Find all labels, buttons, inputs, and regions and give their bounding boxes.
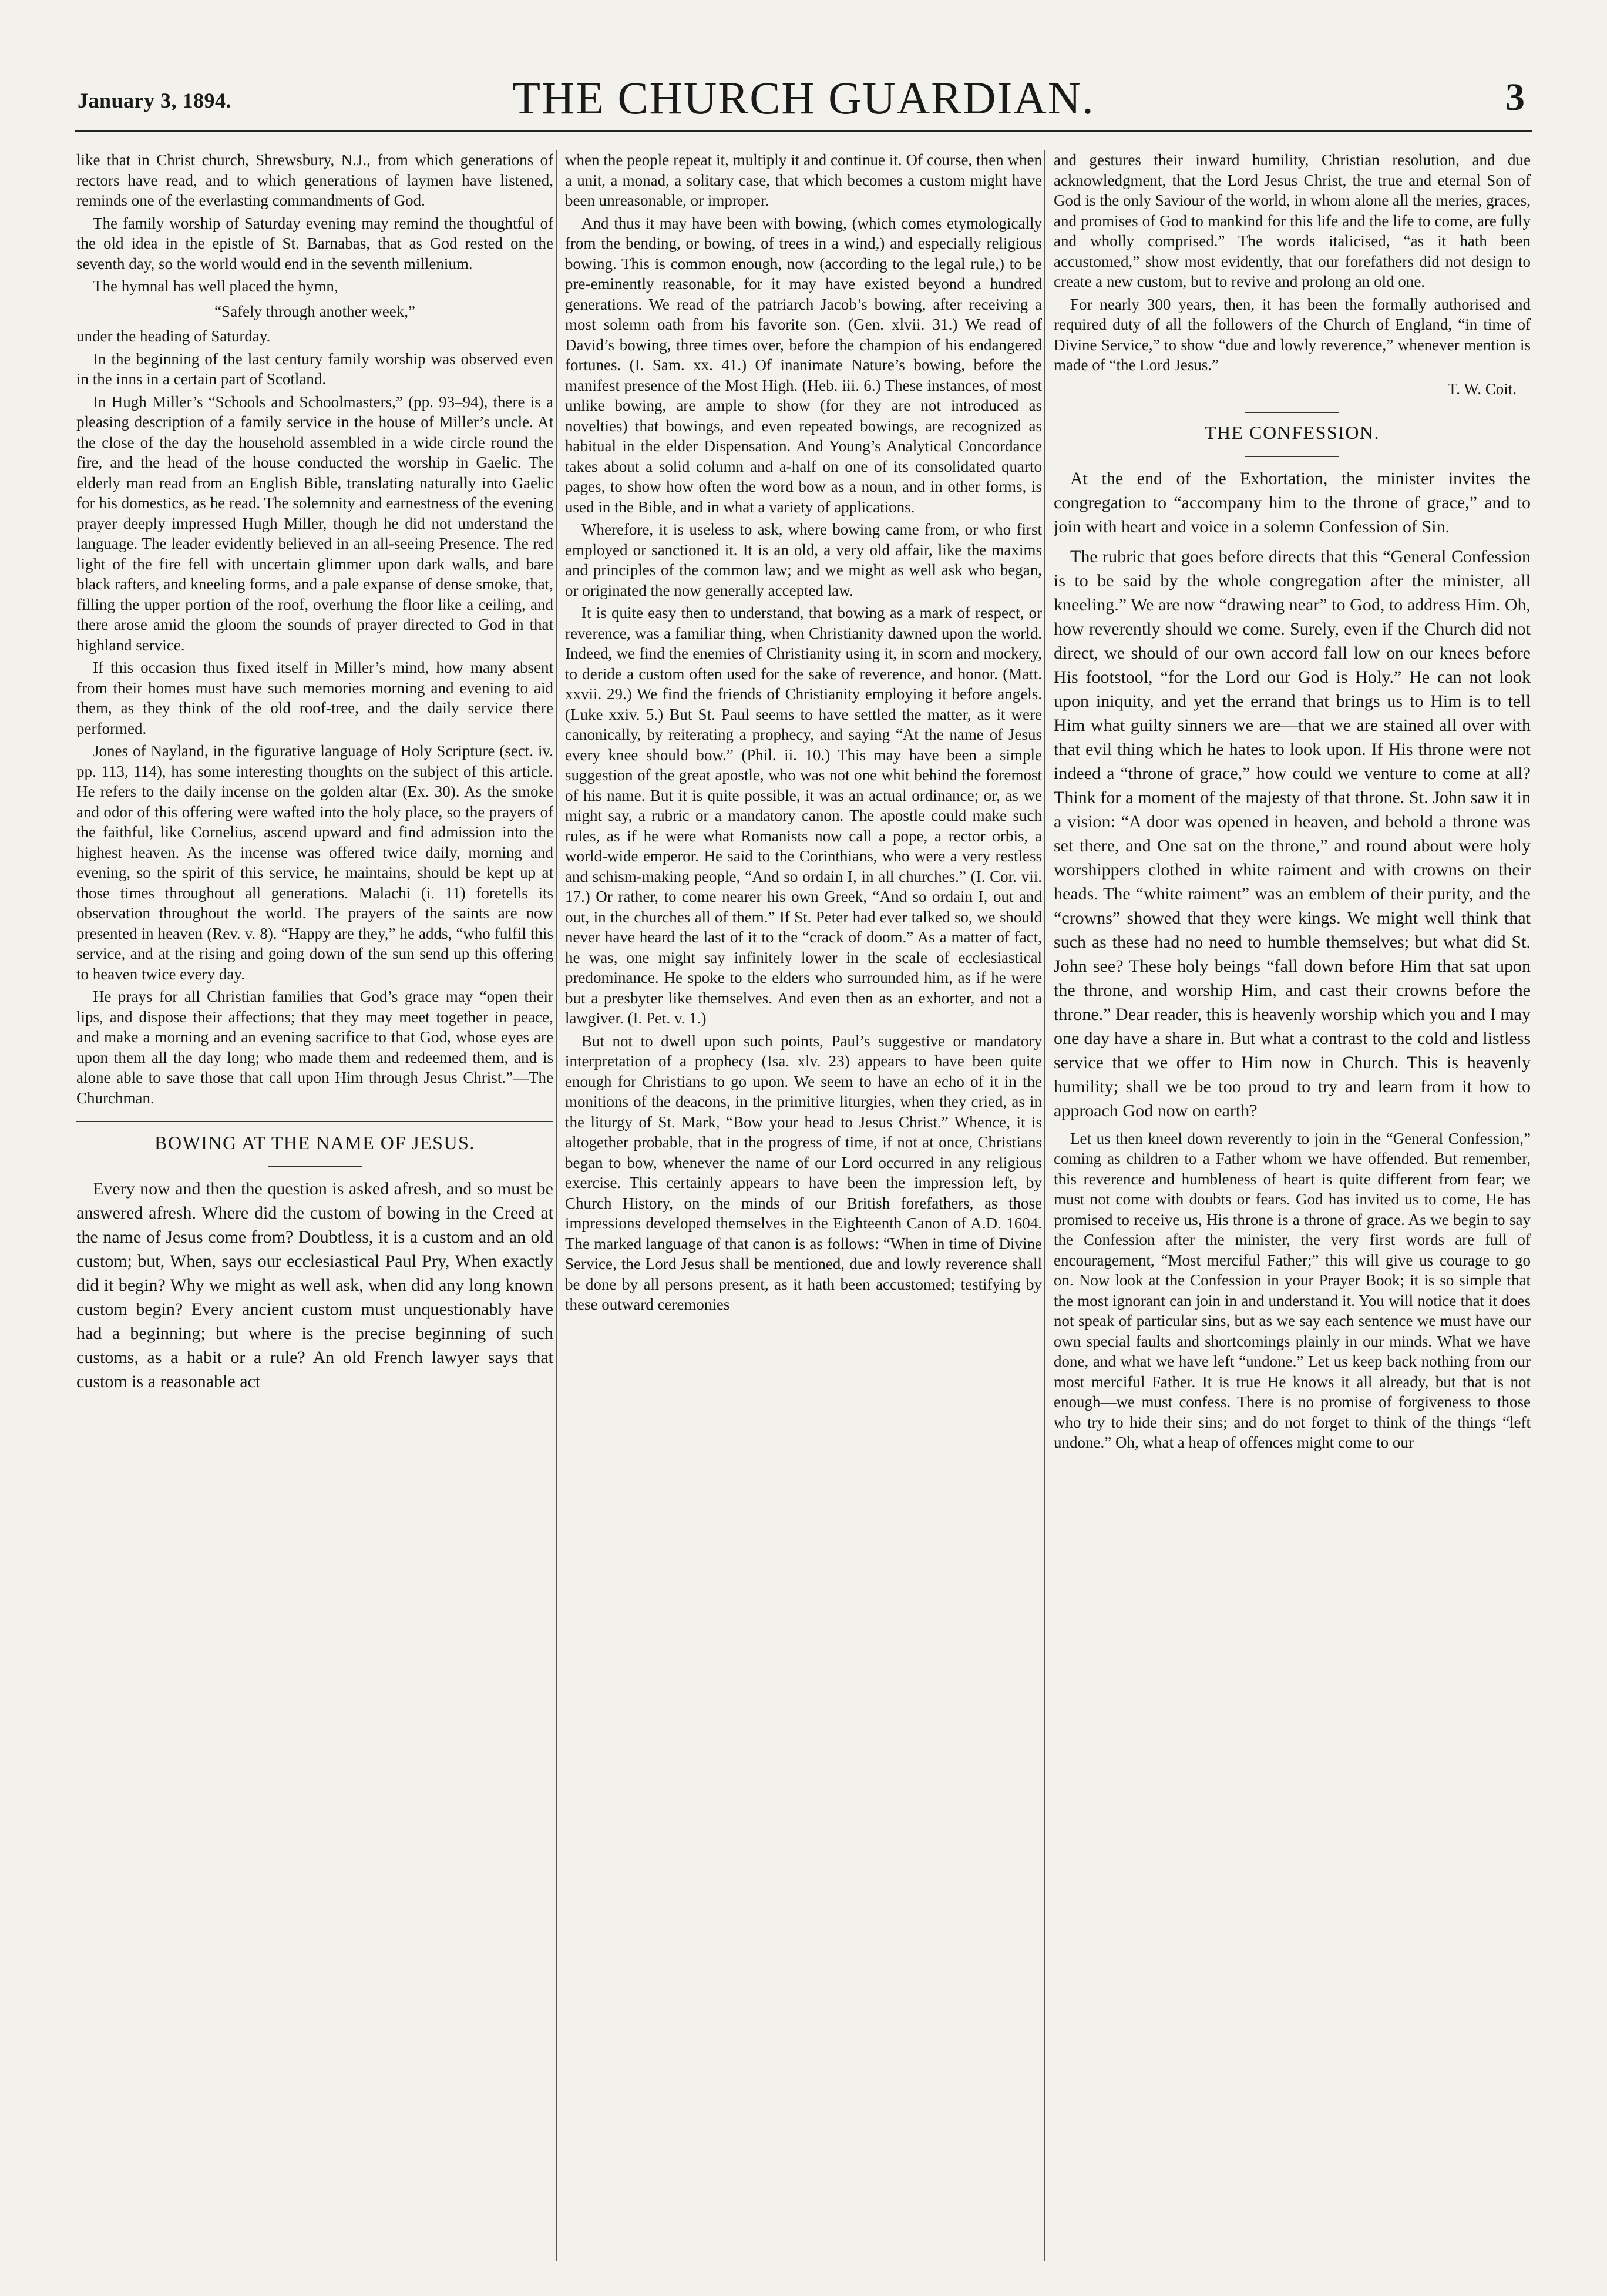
paragraph: Let us then kneel down reverently to join in the “General Confession,” coming as children to a Father whom we have offended. But remember, this reverence and humbleness of heart is quite different from fear; we must not come with doubts or fears. God has invited us to come, He has promised to receive us, His throne is a throne of grace. As we begin to say the Confession after the minister, the very first words are full of encouragement, “Most merciful Father;” this will give us courage to go on. Now look at the Confession in your Prayer Book; it is so simple that the most ignorant can join in and understand it. You will notice that it does not speak of particular sins, but as we say each sentence we must have our own special faults and shortcomings plainly in our minds. What we have done, and what we have left “undone.” Let us keep back nothing from our most merciful Father. It is true He knows it all already, but that is not enough—we must confess. There is no promise of forgiveness to those who try to hide their sins; and do not forget to think of the things “left undone.” Oh, what a heap of offences might come to our [1054,1129,1531,1451]
hymn-quote: “Safely through another week,” [214,302,415,320]
paragraph: He prays for all Christian families that God’s grace may “open their lips, and dispose their affections; that they may meet together in peace, and make a morning and an evening sacrifice to that God, whose eyes are upon them all the day long; who made them and redeemed them, and is alone able to save those that call upon Him through Jesus Christ.”—The Churchman. [76,988,553,1107]
heading-rule [1245,456,1339,457]
section-rule [76,1121,553,1122]
paragraph: In the beginning of the last century family worship was observed even in the inns in a certain part of Scotland. [76,350,553,388]
heading-rule [268,1166,362,1167]
paragraph: In Hugh Miller’s “Schools and Schoolmasters,” (pp. 93–94), there is a pleasing description of a family service in the house of Miller’s uncle. At the close of the day the household assembled in a wide circle round the fire, and the head of the house conducted the worship in Gaelic. The elderly man read from an English Bible, translating naturally into Gaelic for his domestics, as he read. The solemnity and earnestness of the evening prayer deeply impressed Hugh Miller, though he did not understand the language. The leader evidently believed in an all-seeing Presence. The red light of the fire fell with uncertain glimmer upon dark walls, and bare black rafters, and kneeling forms, and a pale expanse of dense smoke, that, filling the upper portion of the roof, overhung the floor like a ceiling, and there arose amid the gloom the sounds of prayer directed to God in that highland service. [76,392,553,654]
paragraph: Jones of Nayland, in the figurative language of Holy Scripture (sect. iv. pp. 113, 114), has some interesting thoughts on the subject of this article. He refers to the daily incense on the golden altar (Ex. 30). As the smoke and odor of this offering were wafted into the holy place, so the prayers of the faithful, like Cornelius, ascend upward and find admission into the highest heaven. As the incense was offered twice daily, morning and evening, so the spirit of this service, he maintains, should be kept up at those times throughout all generations. Malachi (i. 11) foretells its observation throughout the world. The prayers of the saints are now presented in heaven (Rev. v. 8). “Happy are they,” he adds, “who fulfil this service, and at the rising and going down of the sun send up this offering to heaven twice every day. [76,742,553,983]
paragraph: like that in Christ church, Shrewsbury, N.J., from which generations of rectors have read, and to which generations of laymen have listened, reminds one of the everlasting commandments of God. [76,151,553,209]
masthead-rule [75,130,1532,132]
article-heading: BOWING AT THE NAME OF JESUS. [154,1132,475,1153]
page-number: 3 [1505,76,1525,119]
newspaper-title: THE CHURCH GUARDIAN. [512,72,1095,123]
author-signature: T. W. Coit. [1447,380,1517,398]
column-3 [1054,150,1531,2272]
paragraph: At the end of the Exhortation, the minister invites the congregation to “accompany him to the throne of grace,” and to join with heart and voice in a solemn Confession of Sin. [1054,468,1531,536]
paragraph: If this occasion thus fixed itself in Miller’s mind, how many absent from their homes must have such memories morning and evening to aid them, as they think of the old roof-tree, and the daily service there performed. [76,659,553,737]
column-divider [1044,150,1045,2261]
paragraph: when the people repeat it, multiply it and continue it. Of course, then when a unit, a monad, a solitary case, that which becomes a custom might have been unreasonable, or improper. [565,151,1042,209]
paragraph: Wherefore, it is useless to ask, where bowing came from, or who first employed or sanctioned it. It is an old, a very old affair, like the maxims and principles of the common law; and we might as well ask who began, or originated the now generally accepted law. [565,521,1042,599]
section-rule [1245,412,1339,413]
paragraph: It is quite easy then to understand, that bowing as a mark of respect, or reverence, was a familiar thing, when Christianity dawned upon the world. Indeed, we find the enemies of Christianity using it, in scorn and mockery, to deride a custom often used for the sake of reverence, and honor. (Matt. xxvii. 29.) We find the friends of Christianity employing it before angels. (Luke xxiv. 5.) But St. Paul seems to have settled the matter, as it were canonically, by reiterating a prophecy, and saying “At the name of Jesus every knee should bow.” (Phil. ii. 10.) This may have been a simple suggestion of the great apostle, who was not one whit behind the foremost of his name. But it is quite possible, it was an actual ordinance; or, as we might say, a rubric or a mandatory canon. The apostle could make such rules, as if he were what Romanists now call a pope, a rector orbis, a world-wide emperor. He said to the Corinthians, who were a very restless and schism-making people, “And so ordain I, in all churches.” (I. Cor. vii. 17.) Or rather, to come nearer his own Greek, “And so ordain I, out and out, in the churches all of them.” If St. Peter had ever talked so, we should never have heard the last of it to the “crack of doom.” As a matter of fact, he was, one might say infinitely lower in the scale of ecclesiastical predominance. He spoke to the elders who surrounded him, as if he were but a presbyter like themselves. And even then as an exhorter, and not a lawgiver. (I. Pet. v. 1.) [565,604,1042,1027]
paragraph: The rubric that goes before directs that this “General Confession is to be said by the whole congregation after the minister, all kneeling.” We are now “drawing near” to God, to address Him. Oh, how reverently should we come. Surely, even if the Church did not direct, we should of our own accord fall low on our knees before His footstool, “for the Lord our God is Holy.” He can not look upon iniquity, and yet the errand that brings us to Him is to tell Him what guilty sinners we are—that we are stained all over with that evil thing which he hates to look upon. If His throne were not indeed a “throne of grace,” how could we venture to come at all? Think for a moment of the majesty of that throne. St. John saw it in a vision: “A door was opened in heaven, and behold a throne was set there, and One sat on the throne,” and round about were holy worshippers clothed in white raiment and with crowns on their heads. The “white raiment” was an emblem of their purity, and the “crowns” showed that they were kings. We might well think that such as these had no need to humble themselves; but what did St. John see? These holy beings “fall down before Him that sat upon the throne, and worship Him, and cast their crowns before the throne.” Dear reader, this is heavenly worship which you and I may one day have a share in. But what a contrast to the cold and listless service that we offer to Him now in Church. This is heavenly humility; shall we be too proud to try and learn from it how to approach God now on earth? [1054,546,1531,1120]
paragraph: For nearly 300 years, then, it has been the formally authorised and required duty of all the followers of the Church of England, “in time of Divine Service,” to show “due and lowly reverence,” whenever mention is made of “the Lord Jesus.” [1054,295,1531,374]
issue-date: January 3, 1894. [78,89,232,112]
article-heading: THE CONFESSION. [1204,422,1380,443]
paragraph: and gestures their inward humility, Christian resolution, and due acknowledgment, that the Lord Jesus Christ, the true and eternal Son of God is the only Saviour of the world, in whom alone all the meries, graces, and promises of God to mankind for this life and the life to come, are fully and wholly comprised.” The words italicised, “as it hath been accustomed,” show most evidently, that our forefathers did not design to create a new custom, but to revive and prolong an old one. [1054,151,1531,290]
paragraph: under the heading of Saturday. [76,327,271,345]
paragraph: The hymnal has well placed the hymn, [93,277,338,295]
column-divider [556,150,557,2261]
column-2 [565,150,1042,2272]
paragraph: But not to dwell upon such points, Paul’s suggestive or mandatory interpretation of a prophecy (Isa. xlv. 23) appears to have been quite enough for Christians to go upon. We seem to have an echo of it in the monitions of the deacons, in the primitive liturgies, when they cried, as in the liturgy of St. Mark, “Bow your head to Jesus Christ.” Whence, it is altogether probable, that in the progress of time, if not at once, Christians began to bow, whenever the name of our Lord occurred in any religious exercise. This certainly appears to have been the impression left, by Church History, on the minds of our British forefathers, as those impressions developed themselves in the Eighteenth Canon of A.D. 1604. The marked language of that canon is as follows: “When in time of Divine Service, the Lord Jesus shall be mentioned, due and lowly reverence shall be done by all persons present, as it hath been accustomed; testifying by these outward ceremonies [565,1032,1042,1313]
paragraph: The family worship of Saturday evening may remind the thoughtful of the old idea in the epistle of St. Barnabas, that as God rested on the seventh day, so the world would end in the seventh millenium. [76,214,553,273]
masthead [0,0,1607,135]
paragraph: And thus it may have been with bowing, (which comes etymologically from the bending, or bowing, of trees in a wind,) and especially religious bowing. This is common enough, now (according to the legal rule,) to be pre-eminently reasonable, for it may have existed beyond a hundred generations. We read of the patriarch Jacob’s bowing, after receiving a most solemn oath from his favorite son. (Gen. xlvii. 31.) We read of David’s bowing, three times over, before the champion of his endangered fortunes. (I. Sam. xx. 41.) Of inanimate Nature’s bowing, before the manifest presence of the Most High. (Heb. iii. 6.) These instances, of most unlike bowing, are ample to show (for they are not introduced as novelties) that bowings, and even repeated bowings, are recognized as habitual in the elder Dispensation. And Young’s Analytical Concordance takes about a solid column and a-half on one of its consolidated quarto pages, to show how often the word bow as a noun, and in other forms, is used in the Bible, and in what a variety of applications. [565,214,1042,516]
column-1 [76,150,553,2272]
paragraph: Every now and then the question is asked afresh, and so must be answered afresh. Where did the custom of bowing in the Creed at the name of Jesus come from? Doubtless, it is a custom and an old custom; but, When, says our ecclesiastical Paul Pry, When exactly did it begin? Why we might as well ask, when did any long known custom begin? Every ancient custom must unquestionably have had a beginning; but where is the precise beginning of such customs, as a habit or a rule? An old French lawyer says that custom is a reasonable act [76,1179,553,1391]
